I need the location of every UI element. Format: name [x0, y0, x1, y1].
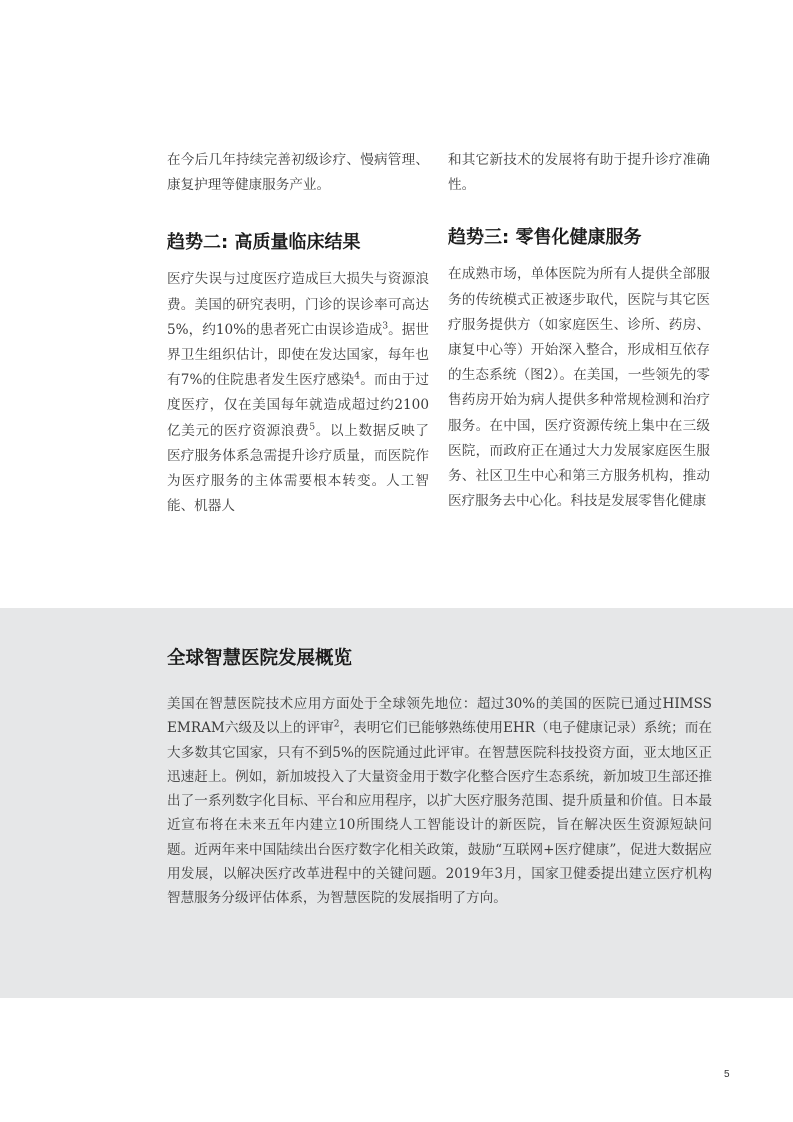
box-body	[167, 692, 712, 911]
global-smart-hospital-box	[0, 608, 793, 998]
trend-two-text-3: 。而由于过度医疗，仅在美国每年就造成超过约2100亿美元的医疗资源浪费	[167, 372, 429, 439]
left-column	[167, 148, 429, 519]
trend-three-body: 在成熟市场，单体医院为所有人提供全部服务的传统模式正被逐步取代，医院与其它医疗服务提供方（如家庭医生、诊所、药房、康复中心等）开始深入整合，形成相互依存的生态系统（图2）。在美国，一些领先的零售药房开始为病人提供多种常规检测和治疗服务。在中国，医疗资源传统上集中在三级医院，而政府正在通过大力发展家庭医生服务、社区卫生中心和第三方服务机构，推动医疗服务去中心化。科技是发展零售化健康	[448, 266, 710, 510]
trend-two-heading: 趋势二: 高质量临床结果	[167, 232, 361, 254]
trend-three-heading: 趋势三: 零售化健康服务	[448, 227, 642, 249]
footnote-ref-5[interactable]: 5	[309, 422, 316, 433]
left-intro-paragraph: 在今后几年持续完善初级诊疗、慢病管理、康复护理等健康服务产业。	[167, 152, 429, 194]
footnote-ref-2[interactable]: 2	[333, 719, 340, 730]
trend-two-body	[167, 267, 429, 519]
page-number: 5	[724, 1069, 730, 1080]
trend-two-text-1: 医疗失误与过度医疗造成巨大损失与资源浪费。美国的研究表明，门诊的误诊率可高达5%，约10%的患者死亡由误诊造成	[167, 271, 429, 338]
trend-two-text-2: 。据世界卫生组织估计，即使在发达国家，每年也有7%的住院患者发生医疗感染	[167, 321, 430, 389]
trend-two-text-4: 。以上数据反映了医疗服务体系急需提升诊疗质量，而医院作为医疗服务的主体需要根本转变。人工智能、机器人	[167, 422, 430, 515]
right-intro-paragraph: 和其它新技术的发展将有助于提升诊疗准确性。	[448, 152, 710, 194]
box-title: 全球智慧医院发展概览	[167, 648, 353, 669]
right-column	[448, 148, 710, 514]
box-text-1: 美国在智慧医院技术应用方面处于全球领先地位：超过30%的美国的医院已通过HIMSS EMRAM六级及以上的评审	[167, 696, 712, 737]
box-text-2: ，表明它们已能够熟练使用EHR（电子健康记录）系统；而在大多数其它国家，只有不到5%的医院通过此评审。在智慧医院科技投资方面，亚太地区正迅速赶上。例如，新加坡投入了大量资金用于数字化整合医疗生态系统，新加坡卫生部还推出了一系列数字化目标、平台和应用程序，以扩大医疗服务范围、提升质量和价值。日本最近宣布将在未来五年内建立10所围绕人工智能设计的新医院，旨在解决医生资源短缺问题。近两年来中国陆续出台医疗数字化相关政策，鼓励“互联网+医疗健康”，促进大数据应用发展，以解决医疗改革进程中的关键问题。2019年3月，国家卫健委提出建立医疗机构智慧服务分级评估体系，为智慧医院的发展指明了方向。	[167, 720, 712, 907]
footnote-ref-3[interactable]: 3	[382, 321, 389, 332]
footnote-ref-4[interactable]: 4	[354, 371, 361, 382]
